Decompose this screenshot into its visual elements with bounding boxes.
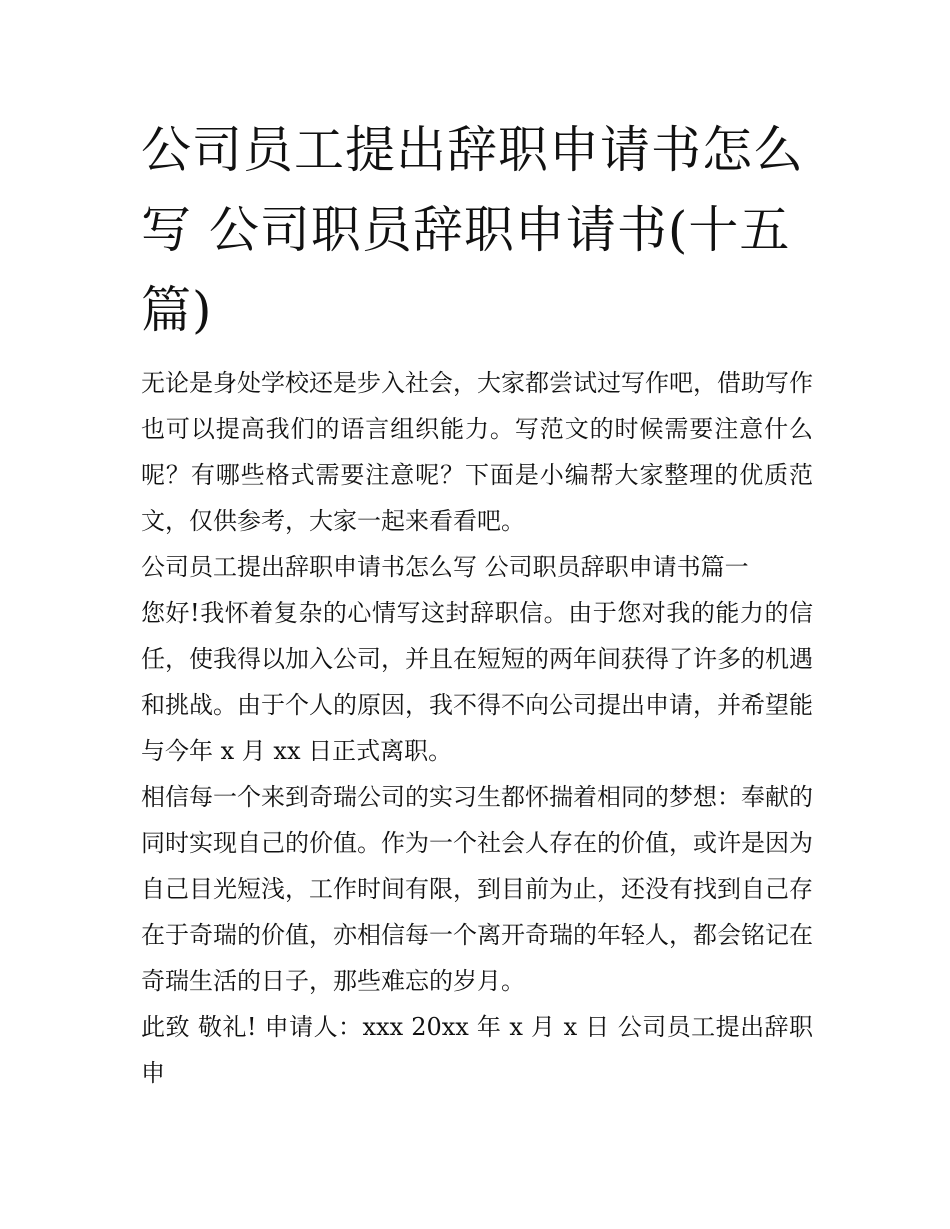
- body-paragraph: 您好!我怀着复杂的心情写这封辞职信。由于您对我的能力的信任，使我得以加入公司，并且在短短的两年间获得了许多的机遇和挑战。由于个人的原因，我不得不向公司提出申请，并希望能与今年 x 月 xx 日正式离职。: [141, 599, 813, 765]
- document-page: [141, 110, 813, 1096]
- document-title: 公司员工提出辞职申请书怎么写 公司职员辞职申请书(十五篇): [141, 121, 804, 339]
- intro-paragraph: 无论是身处学校还是步入社会，大家都尝试过写作吧，借助写作也可以提高我们的语言组织能力。写范文的时候需要注意什么呢？有哪些格式需要注意呢？下面是小编帮大家整理的优质范文，仅供参考，大家一起来看看吧。: [141, 369, 813, 535]
- body-paragraph: 相信每一个来到奇瑞公司的实习生都怀揣着相同的梦想：奉献的同时实现自己的价值。作为一个社会人存在的价值，或许是因为自己目光短浅，工作时间有限，到目前为止，还没有找到自己存在于奇瑞的价值，亦相信每一个离开奇瑞的年轻人，都会铭记在奇瑞生活的日子，那些难忘的岁月。: [141, 783, 813, 995]
- section-heading: 公司员工提出辞职申请书怎么写 公司职员辞职申请书篇一: [141, 553, 749, 581]
- closing-line: 此致 敬礼! 申请人：xxx 20xx 年 x 月 x 日 公司员工提出辞职申: [141, 1013, 813, 1087]
